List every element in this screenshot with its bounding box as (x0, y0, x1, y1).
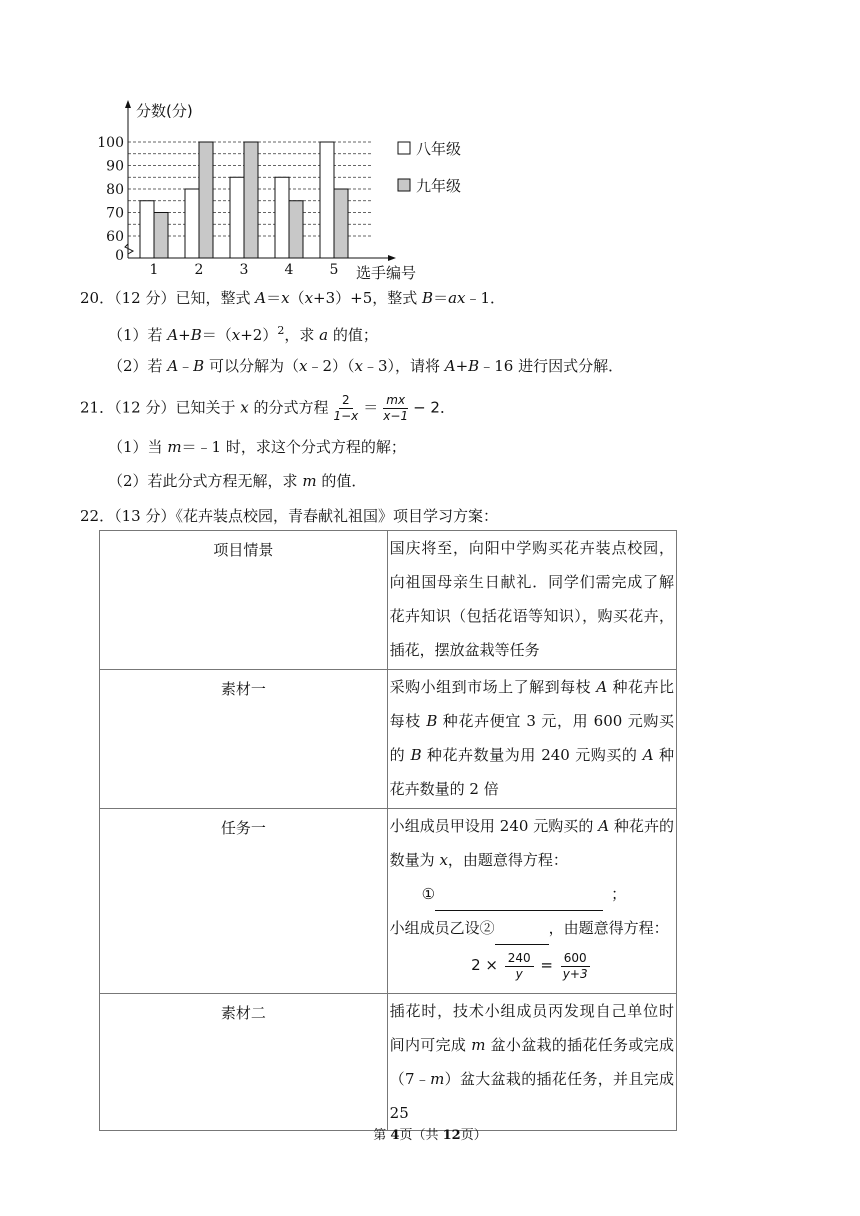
question-20-part-2: （2）若 A﹣B 可以分解为（x﹣2）（x﹣3），请将 A+B﹣16 进行因式分解． (108, 357, 624, 375)
bar (154, 213, 168, 259)
x-tick-label: 1 (149, 262, 159, 278)
bar (185, 189, 199, 258)
y-tick-label: 70 (106, 205, 124, 222)
bar (334, 189, 348, 258)
question-21-part-2: （2）若此分式方程无解，求 m 的值． (108, 472, 367, 490)
row-label-material-2: 素材二 (100, 994, 388, 1131)
row-label-task-1: 任务一 (100, 809, 388, 994)
task-1-equation: 2 × $\frac{240}{y}$ = $\frac{600}{y+3}$ (390, 945, 674, 985)
x-axis-label: 选手编号 (356, 264, 417, 282)
question-21-part-1: （1）当 m＝﹣1 时，求这个分式方程的解； (108, 438, 406, 456)
table-row (100, 531, 677, 670)
x-tick-label: 2 (194, 262, 204, 278)
x-tick-label: 3 (239, 262, 249, 278)
bar (140, 201, 154, 258)
y-tick-label: 0 (115, 248, 124, 264)
project-plan-table (99, 530, 677, 1131)
legend-swatch (398, 142, 410, 154)
y-axis-label: 分数(分) (136, 102, 193, 120)
x-axis-arrow-icon (388, 255, 396, 261)
y-tick-label: 100 (97, 135, 124, 151)
legend-swatch (398, 179, 410, 191)
y-tick-label: 80 (106, 182, 124, 198)
bar (244, 142, 258, 258)
page-footer: 第 4页（共 12页） (373, 1128, 487, 1143)
row-text-scenario: 国庆将至，向阳中学购买花卉装点校园，向祖国母亲生日献礼．同学们需完成了解花卉知识（包括花语等知识），购买花卉，插花，摆放盆栽等任务 (387, 531, 676, 670)
legend-label: 八年级 (416, 140, 462, 158)
table-row (100, 670, 677, 809)
question-21-stem: 21．（12 分）已知关于 x 的分式方程 $\frac{2}{1-x}$ ＝ $\frac{mx}{x-1}$ − 2． (80, 393, 455, 423)
table-row (100, 994, 677, 1131)
bar (275, 177, 289, 258)
x-tick-label: 4 (284, 262, 294, 278)
y-tick-label: 60 (106, 229, 124, 245)
question-22-stem: 22．（13 分）《花卉装点校园，青春献礼祖国》项目学习方案： (80, 507, 498, 525)
bar (289, 201, 303, 258)
bar (199, 142, 213, 258)
answer-blank-1[interactable] (435, 890, 603, 911)
fraction-2-over-1-minus-x: $\frac{2}{1-x}$ (333, 393, 359, 423)
row-label-material-1: 素材一 (100, 670, 388, 809)
bar (320, 142, 334, 258)
legend-label: 九年级 (416, 177, 462, 195)
bar (230, 177, 244, 258)
question-20-part-1: （1）若 $A+B=(x+2)^2$，求 a 的值； (108, 324, 378, 344)
fraction-mx-over-x-minus-1: $\frac{mx}{x-1}$ (383, 393, 409, 423)
y-tick-label: 90 (106, 158, 124, 175)
answer-blank-2[interactable] (495, 924, 549, 945)
table-row (100, 809, 677, 994)
row-label-scenario: 项目情景 (100, 531, 388, 670)
y-axis-arrow-icon (125, 100, 131, 108)
row-text-task-1: 小组成员甲设用 240 元购买的 A 种花卉的数量为 x，由题意得方程： ① ； 小组成员乙设② ，由题意得方程： 2 × $\frac{240}{y}$ = $\frac{600}{y+3}$ (387, 809, 676, 994)
question-20-stem: 20．（12 分）已知，整式 A＝x（x+3）+5，整式 B＝ax﹣1． (80, 289, 506, 307)
row-text-material-1: 采购小组到市场上了解到每枝 A 种花卉比每枝 B 种花卉便宜 3 元，用 600 元购买的 B 种花卉数量为用 240 元购买的 A 种花卉数量的 2 倍 (387, 670, 676, 809)
score-bar-chart (97, 96, 500, 286)
x-tick-label: 5 (329, 262, 339, 278)
row-text-material-2: 插花时，技术小组成员丙发现自己单位时间内可完成 m 盆小盆栽的插花任务或完成（7﹣m）盆大盆栽的插花任务，并且完成 25 (387, 994, 676, 1131)
axis-break-mark (125, 244, 133, 254)
